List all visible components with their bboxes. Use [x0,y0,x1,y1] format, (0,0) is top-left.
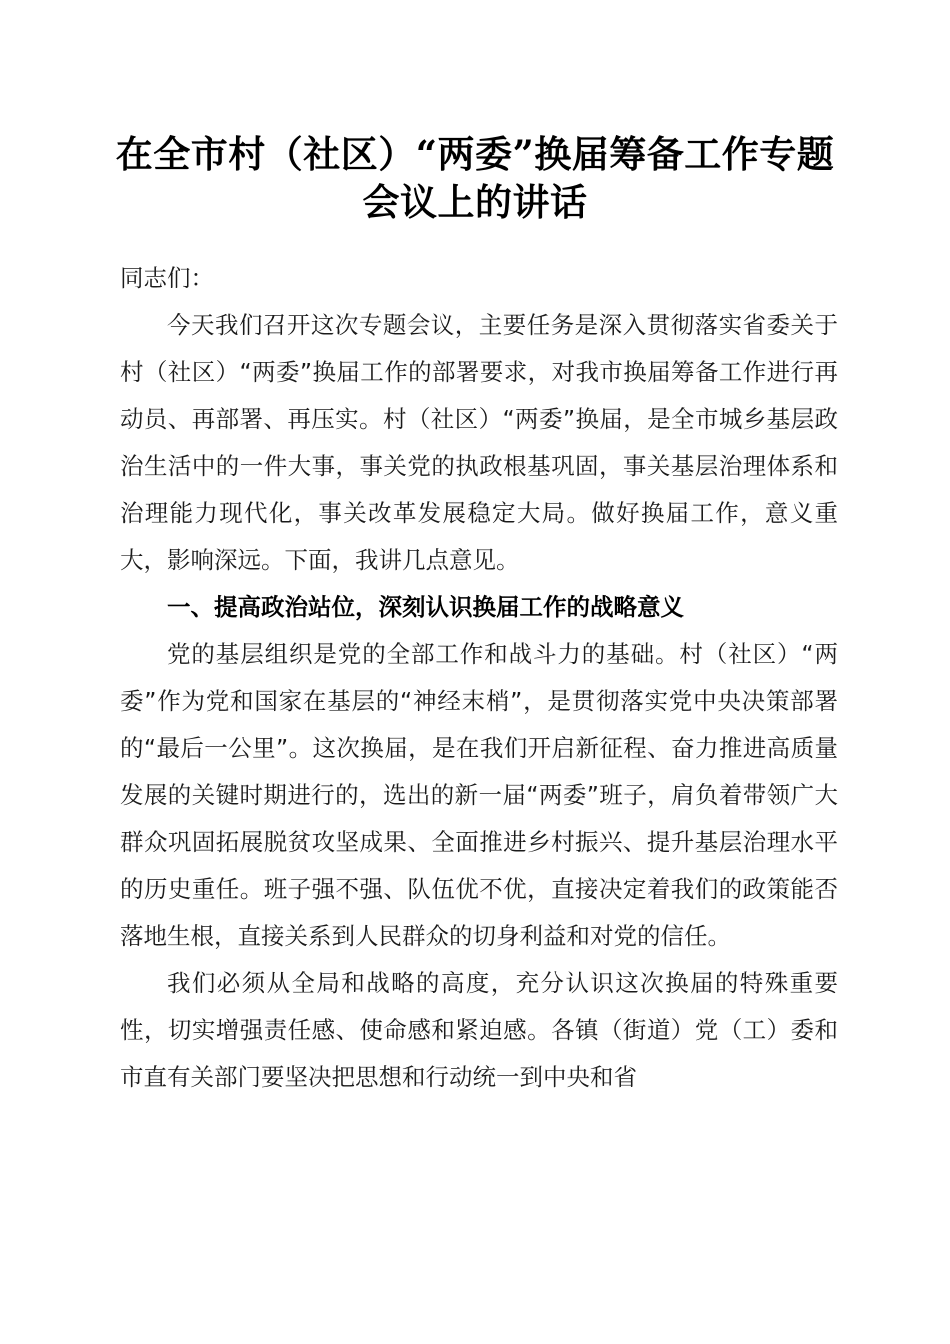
title-line-1: 在全市村（社区）“两委”换届筹备工作专题 [115,132,835,176]
paragraph-section1-b: 我们必须从全局和战略的高度，充分认识这次换届的特殊重要性，切实增强责任感、使命感和紧迫感。各镇（街道）党（工）委和市直有关部门要坚决把思想和行动统一到中央和省 [120,969,838,1091]
title-line-2: 会议上的讲话 [362,180,588,224]
paragraph-section1-a: 党的基层组织是党的全部工作和战斗力的基础。村（社区）“两委”作为党和国家在基层的“神经末梢”，是贯彻落实党中央决策部署的“最后一公里”。这次换届，是在我们开启新征程、奋力推进高质量发展的关键时期进行的，选出的新一届“两委”班子，肩负着带领广大群众巩固拓展脱贫攻坚成果、全面推进乡村振兴、提升基层治理水平的历史重任。班子强不强、队伍优不优，直接决定着我们的政策能否落地生根，直接关系到人民群众的切身利益和对党的信任。 [120,640,838,950]
section-heading-1: 一、提高政治站位，深刻认识换届工作的战略意义 [167,593,684,621]
salutation: 同志们： [120,264,214,292]
paragraph-intro: 今天我们召开这次专题会议，主要任务是深入贯彻落实省委关于村（社区）“两委”换届工作的部署要求，对我市换届筹备工作进行再动员、再部署、再压实。村（社区）“两委”换届，是全市城乡基层政治生活中的一件大事，事关党的执政根基巩固，事关基层治理体系和治理能力现代化，事关改革发展稳定大局。做好换届工作，意义重大，影响深远。下面，我讲几点意见。 [120,311,838,574]
document-title [110,130,840,226]
document-body [120,255,838,1101]
